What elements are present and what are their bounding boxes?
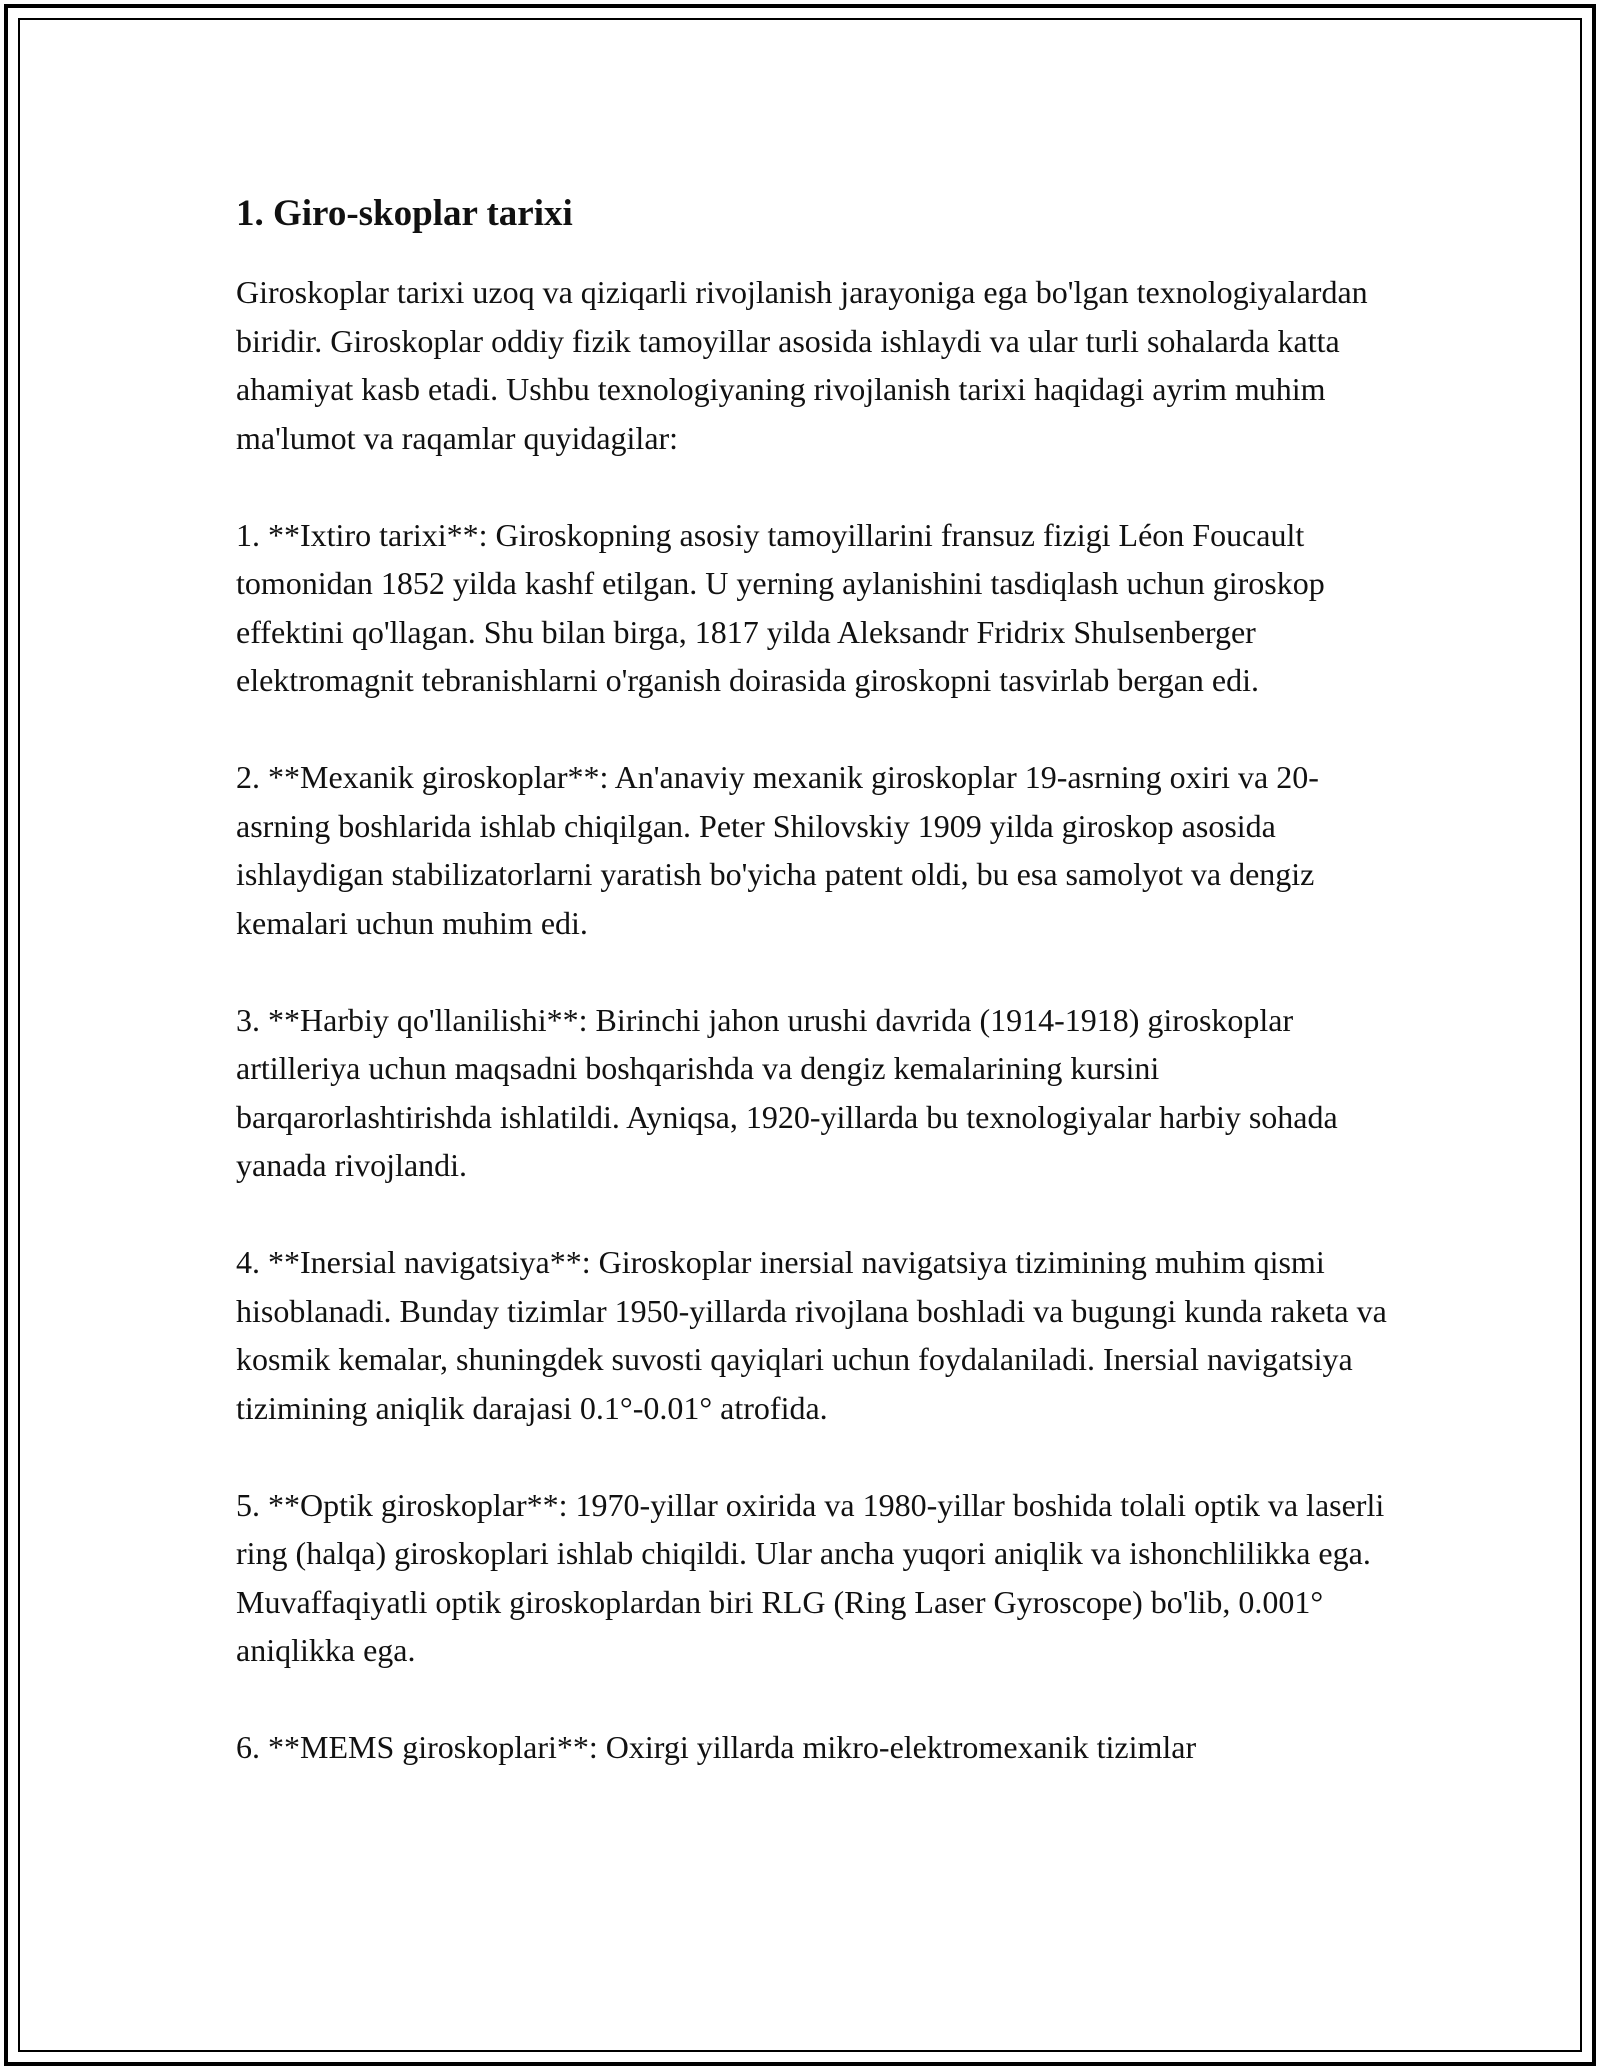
list-item-mechanical-gyroscopes: 2. **Mexanik giroskoplar**: An'anaviy mexanik giroskoplar 19-asrning oxiri va 20-asrning boshlarida ishlab chiqilgan. Peter Shilovskiy 1909 yilda giroskop asosida ishlaydigan stabilizatorlarni yaratish bo'yicha patent oldi, bu esa samolyot va dengiz kemalari uchun muhim edi.	[236, 759, 1319, 941]
document-body	[236, 186, 1396, 1820]
list-item-invention-history: 1. **Ixtiro tarixi**: Giroskopning asosiy tamoyillarini fransuz fizigi Léon Foucault tomonidan 1852 yilda kashf etilgan. U yerning aylanishini tasdiqlash uchun giroskop effektini qo'llagan. Shu bilan birga, 1817 yilda Aleksandr Fridrix Shulsenberger elektromagnit tebranishlarni o'rganish doirasida giroskopni tasvirlab bergan edi.	[236, 516, 1325, 698]
intro-paragraph: Giroskoplar tarixi uzoq va qiziqarli rivojlanish jarayoniga ega bo'lgan texnologiyalardan biridir. Giroskoplar oddiy fizik tamoyillar asosida ishlaydi va ular turli sohalarda katta ahamiyat kasb etadi. Ushbu texnologiyaning rivojlanish tarixi haqidagi ayrim muhim ma'lumot va raqamlar quyidagilar:	[236, 274, 1368, 456]
list-item-military-use: 3. **Harbiy qo'llanilishi**: Birinchi jahon urushi davrida (1914-1918) giroskoplar artilleriya uchun maqsadni boshqarishda va dengiz kemalarining kursini barqarorlashtirishda ishlatildi. Ayniqsa, 1920-yillarda bu texnologiyalar harbiy sohada yanada rivojlandi.	[236, 1001, 1338, 1183]
section-heading: 1. Giro-skoplar tarixi	[236, 193, 573, 234]
list-item-optical-gyroscopes: 5. **Optik giroskoplar**: 1970-yillar oxirida va 1980-yillar boshida tolali optik va laserli ring (halqa) giroskoplari ishlab chiqildi. Ular ancha yuqori aniqlik va ishonchlilikka ega. Muvaffaqiyatli optik giroskoplardan biri RLG (Ring Laser Gyroscope) bo'lib, 0.001° aniqlikka ega.	[236, 1486, 1385, 1668]
list-item-mems-gyroscopes: 6. **MEMS giroskoplari**: Oxirgi yillarda mikro-elektromexanik tizimlar	[236, 1729, 1197, 1765]
list-item-inertial-navigation: 4. **Inersial navigatsiya**: Giroskoplar inersial navigatsiya tizimining muhim qismi hisoblanadi. Bunday tizimlar 1950-yillarda rivojlana boshladi va bugungi kunda raketa va kosmik kemalar, shuningdek suvosti qayiqlari uchun foydalaniladi. Inersial navigatsiya tizimining aniqlik darajasi 0.1°-0.01° atrofida.	[236, 1244, 1387, 1426]
